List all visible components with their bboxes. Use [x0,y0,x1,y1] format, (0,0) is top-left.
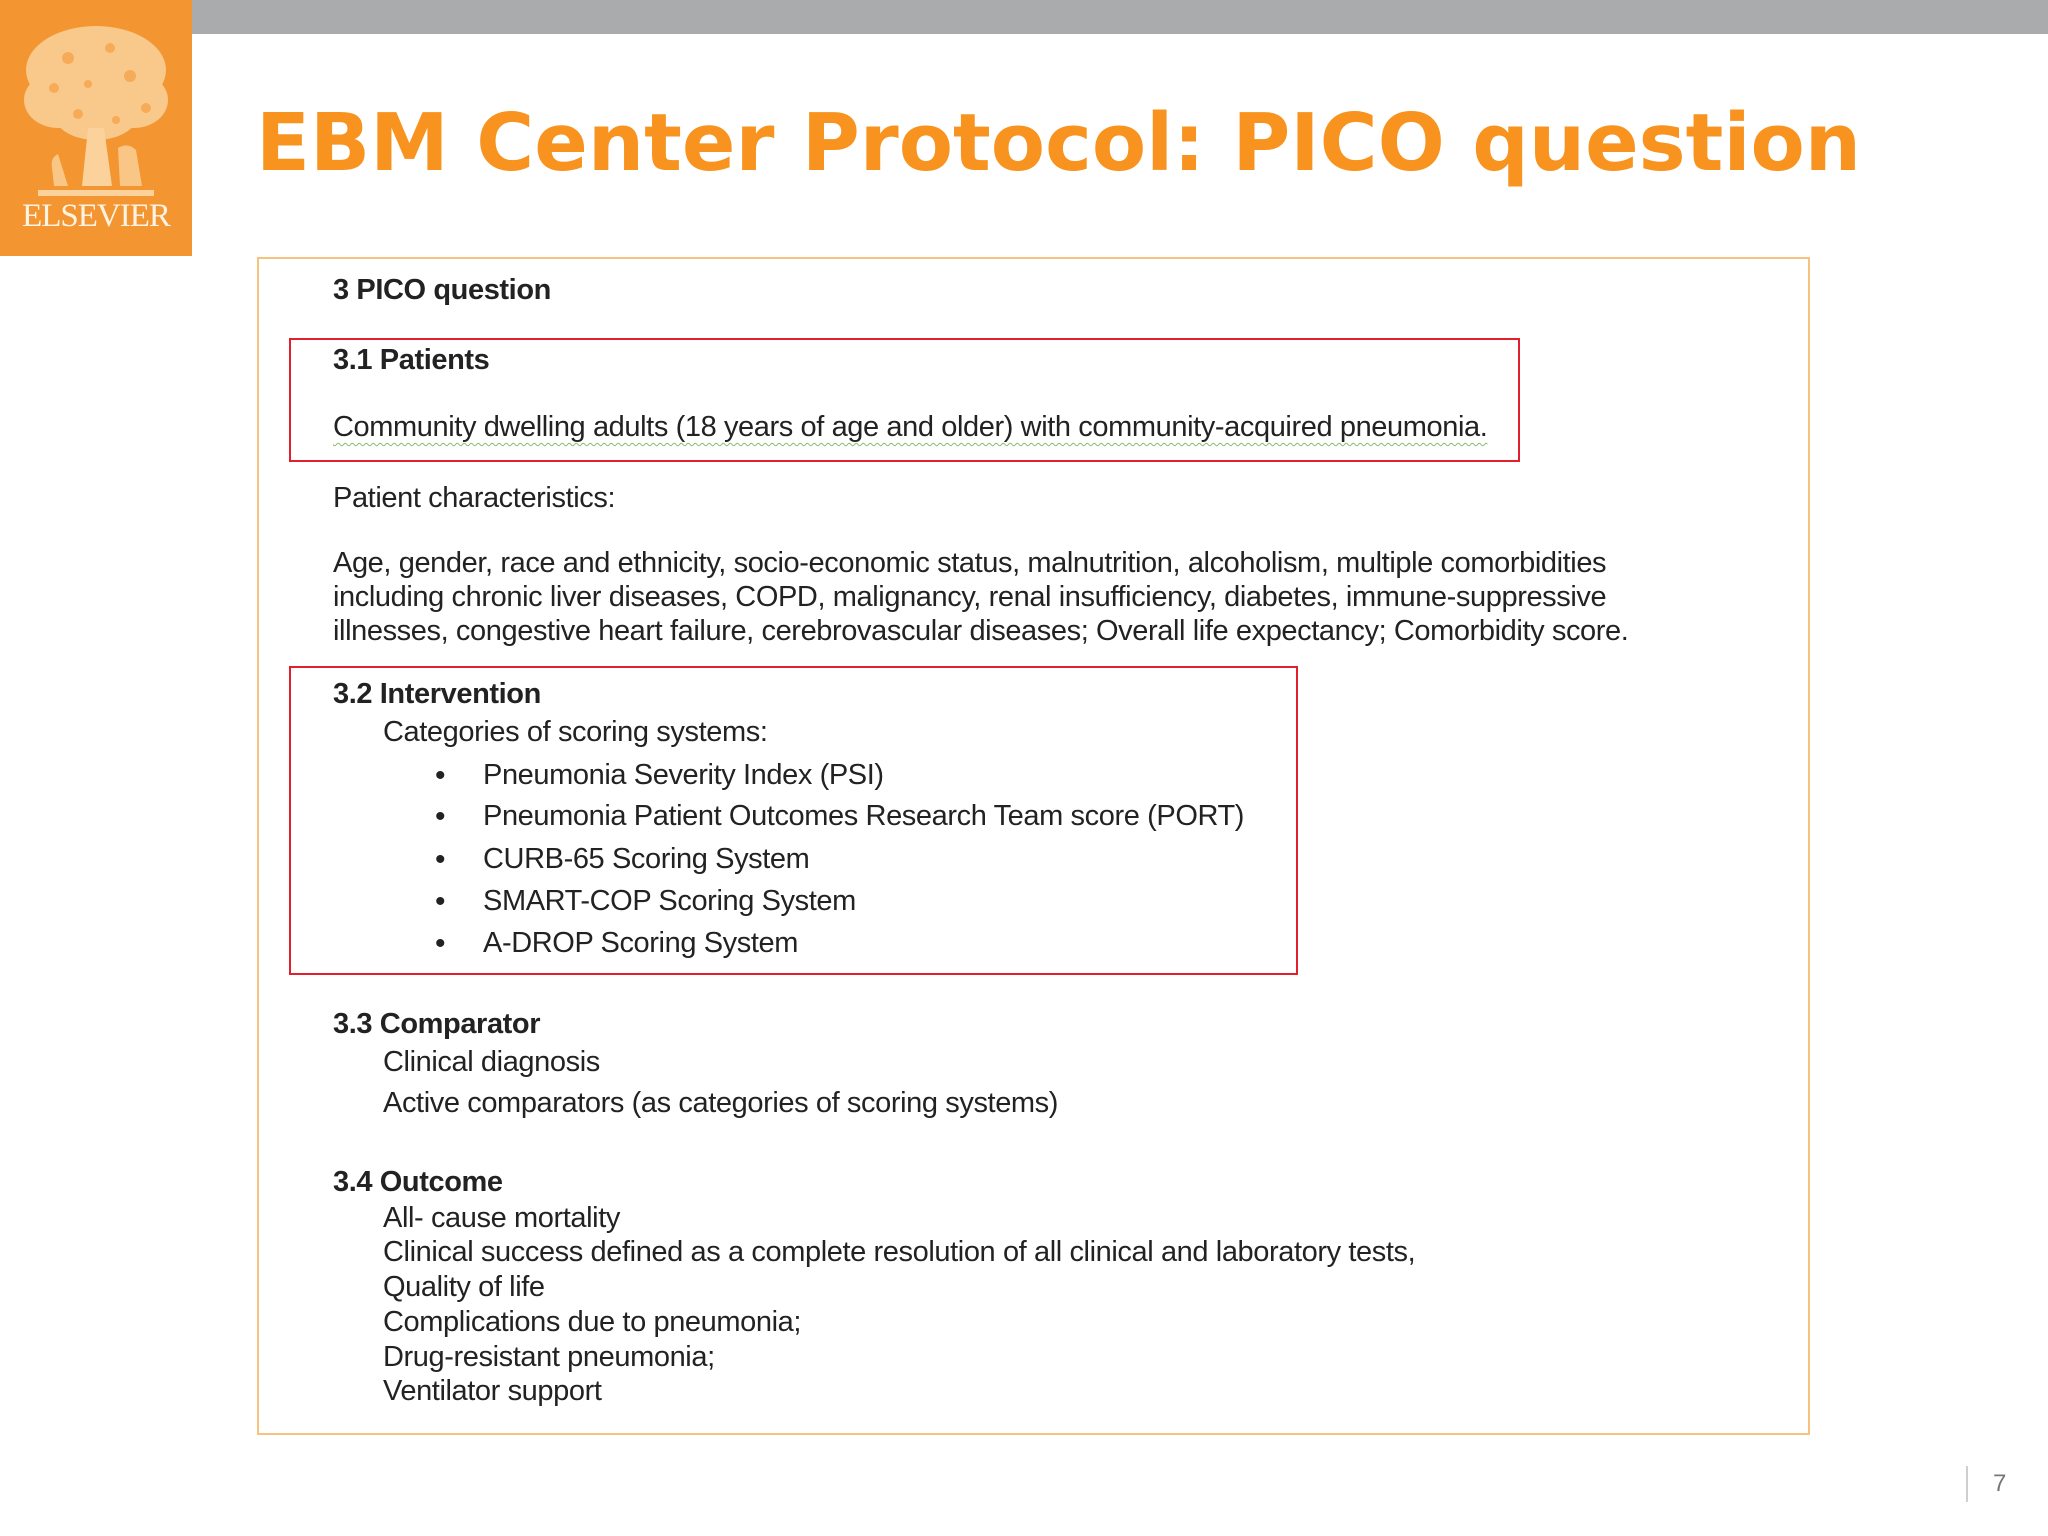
characteristics-label: Patient characteristics: [333,482,616,514]
intervention-item: CURB-65 Scoring System [483,843,810,875]
intervention-heading: 3.2 Intervention [333,678,541,710]
outcome-item: Complications due to pneumonia; [383,1306,802,1338]
intervention-item: SMART-COP Scoring System [483,885,856,917]
patients-heading: 3.1 Patients [333,344,490,376]
section-heading: 3 PICO question [333,274,551,306]
patients-text: Community dwelling adults (18 years of age and older) with community-acquired pneumonia. [333,411,1488,443]
page-number-divider [1966,1466,1968,1502]
intervention-item: Pneumonia Severity Index (PSI) [483,759,884,791]
characteristics-line: illnesses, congestive heart failure, cerebrovascular diseases; Overall life expectancy; Comorbidity score. [333,615,1629,647]
bullet-icon: • [435,885,446,918]
elsevier-tree-logo-icon [18,18,174,198]
outcome-item: Ventilator support [383,1375,602,1407]
bullet-icon: • [435,759,446,792]
intervention-subheading: Categories of scoring systems: [383,716,768,748]
intervention-item: Pneumonia Patient Outcomes Research Team score (PORT) [483,800,1245,832]
top-bar [0,0,2048,34]
intervention-item: A-DROP Scoring System [483,927,798,959]
comparator-heading: 3.3 Comparator [333,1008,541,1040]
elsevier-logo [0,0,192,256]
comparator-item: Active comparators (as categories of scoring systems) [383,1087,1059,1119]
outcome-heading: 3.4 Outcome [333,1166,503,1198]
bullet-icon: • [435,843,446,876]
characteristics-paragraph [333,546,1773,648]
outcome-item: Drug-resistant pneumonia; [383,1341,715,1373]
outcome-item: All- cause mortality [383,1202,620,1234]
page-number: 7 [1993,1470,2007,1497]
characteristics-line: including chronic liver diseases, COPD, malignancy, renal insufficiency, diabetes, immune-suppressive [333,581,1607,613]
comparator-item: Clinical diagnosis [383,1046,600,1078]
outcome-item: Quality of life [383,1271,545,1303]
bullet-icon: • [435,800,446,833]
document-panel [257,257,1810,1435]
logo-text: ELSEVIER [22,198,170,234]
outcome-item: Clinical success defined as a complete resolution of all clinical and laboratory tests, [383,1236,1416,1268]
characteristics-line: Age, gender, race and ethnicity, socio-economic status, malnutrition, alcoholism, multiple comorbidities [333,547,1607,579]
bullet-icon: • [435,927,446,960]
slide-title: EBM Center Protocol: PICO question [256,97,1862,189]
